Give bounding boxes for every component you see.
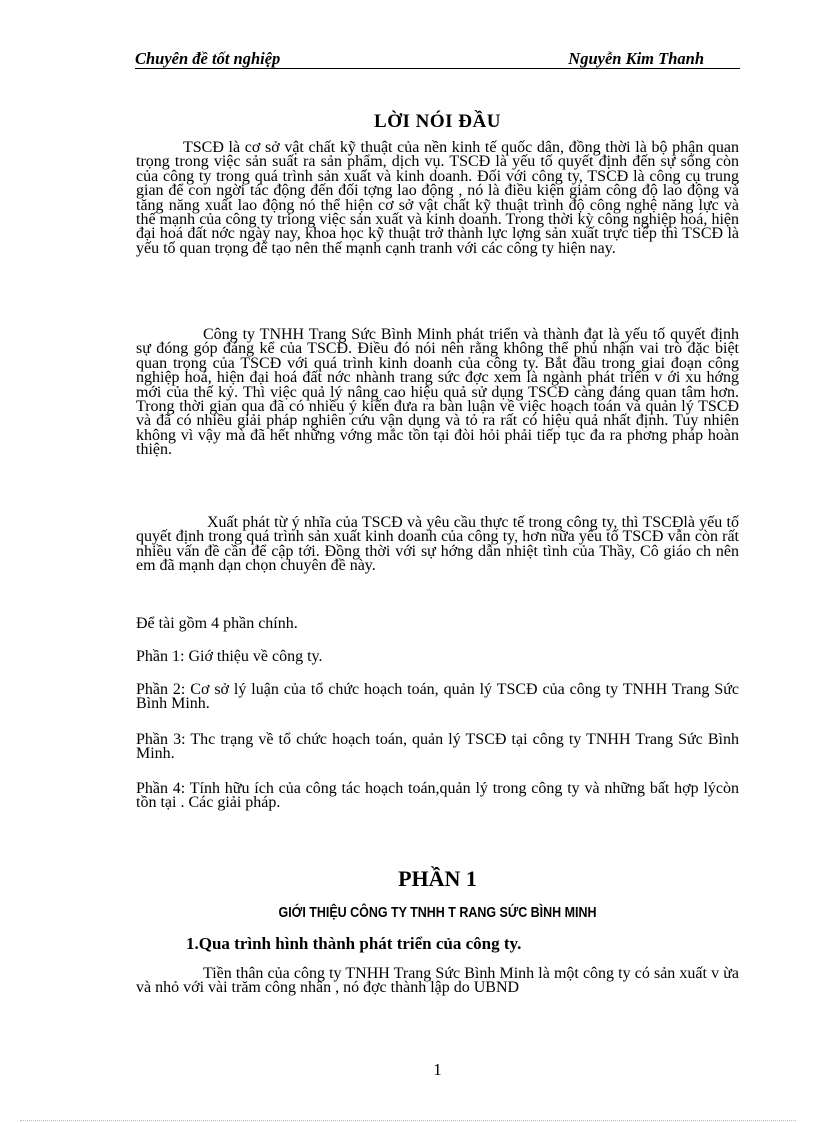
section-heading: 1.Qua trình hình thành phát triển của công ty. — [186, 934, 522, 953]
section-intro-paragraph: Tiền thân của công ty TNHH Trang Sức Bình Minh là một công ty có sản xuất v ừa và nhỏ với vài trăm công nhân , nó đợc thành lập do UBND — [136, 965, 739, 997]
part-title: PHẦN 1 — [398, 866, 477, 891]
preface-title: LỜI NÓI ĐẦU — [374, 111, 501, 132]
page-number: 1 — [433, 1060, 442, 1079]
outline-part-2: Phần 2: Cơ sở lý luận của tổ chức hoạch toán, quản lý TSCĐ của công ty TNHH Trang Sức Bình Minh. — [136, 681, 739, 713]
header-author: Nguyễn Kim Thanh — [568, 49, 704, 68]
paragraph-3: Xuất phát từ ý nhĩa của TSCĐ và yêu cầu thực tế trong công ty, thì TSCĐlà yếu tố quyết định trong quá trình sản xuất kinh doanh của công ty, hơn nữa yếu tố TSCĐ vẫn còn rất nhiều vấn đề cần để cập tới. Đồng thời với sự hớng dẫn nhiệt tình của Thầy, Cô giáo ch nên em đã mạnh dạn chọn chuyên đề này. — [136, 514, 739, 575]
paragraph-1: TSCĐ là cơ sở vật chất kỹ thuật của nền kinh tế quốc dân, đồng thời là bộ phận quan trọng trong việc sản suất ra sản phẩm, dịch vụ. TSCĐ là yếu tố quyết định đến sự sống còn của công ty trong quá trình sản xuất và kinh doanh. Đối với công ty, TSCĐ là công cụ trung gian để con ngời tác động đến đối tợng lao động , nó là điều kiện giảm công độ lao động và tăng năng xuất lao động nó thể hiện cơ sở vật chất kỹ thuật trình độ công nghệ năng lực và thế mạnh của công ty triong việc sản xuất và kinh doanh. Trong thời kỳ công nghiệp hoá, hiện đại hoá đất nớc ngày nay, khoa học kỹ thuật trở thành lực lợng sản xuất trực tiếp thì TSCĐ là yếu tố quan trọng để tạo nên thế mạnh cạnh tranh với các công ty hiện nay. — [136, 139, 739, 257]
paragraph-outline-intro: Để tài gồm 4 phần chính. — [136, 615, 298, 632]
outline-part-4: Phần 4: Tính hữu ích của công tác hoạch toán,quản lý trong công ty và những bất hợp lýcòn tồn tại . Các giải pháp. — [136, 780, 739, 812]
page-bottom-border — [20, 1120, 796, 1121]
outline-part-1: Phần 1: Giớ thiệu về công ty. — [136, 648, 323, 665]
page-header — [135, 48, 740, 69]
part-subtitle: GIỚI THIỆU CÔNG TY TNHH T RANG SỨC BÌNH MINH — [278, 905, 597, 921]
header-document-type: Chuyên đề tốt nghiệp — [135, 49, 281, 68]
outline-part-3: Phần 3: Thc trạng về tổ chức hoạch toán, quản lý TSCĐ tại công ty TNHH Trang Sức Bình Minh. — [136, 731, 739, 763]
paragraph-2: Công ty TNHH Trang Sức Bình Minh phát triển và thành đạt là yếu tố quyết định sự đóng góp đáng kể của TSCĐ. Điều đó nói nên rằng không thể phủ nhận vai trò đặc biệt quan trọng của TSCĐ với quá trình kinh doanh của công ty. Bắt đầu trong giai đoạn công nghiệp hoá, hiện đại hoá đất nớc nhành trang sức đợc xem là ngành phát triển v ới xu hớng mới của thế kỷ. Thì việc quả lý nâng cao hiệu quả sử dụng TSCĐ càng đáng quan tâm hơn. Trong thời gian qua đã có nhiều ý kiến đưa ra bàn luận về việc hoạch toán và quản lý TSCĐ và đã có nhiều giải pháp nghiên cứu vận dụng và tỏ ra rất có hiệu quả nhất định. Tuy nhiên không vì vậy mà đã hết những vớng mắc tồn tại đòi hỏi phải tiếp tục đa ra phơng pháp hoàn thiện. — [136, 326, 739, 459]
